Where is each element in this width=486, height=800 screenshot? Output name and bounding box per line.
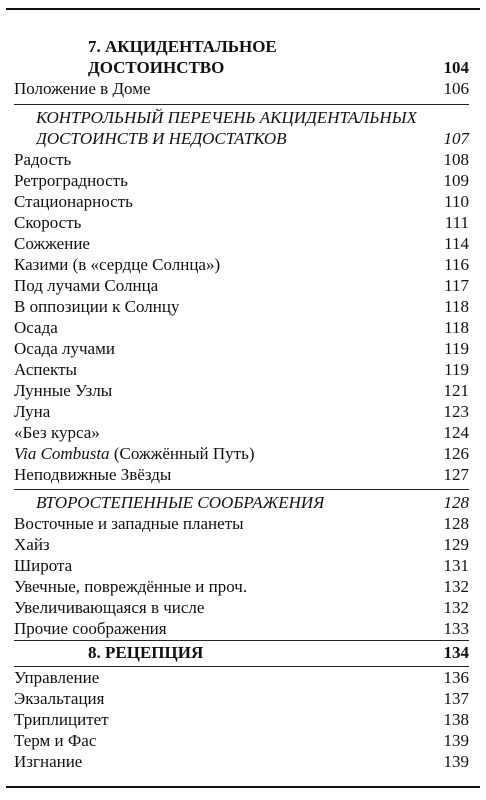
toc-entry[interactable]: Триплицитет 138 bbox=[14, 710, 469, 729]
section-checklist-title-line-1: КОНТРОЛЬНЫЙ ПЕРЕЧЕНЬ АКЦИДЕНТАЛЬНЫХ bbox=[36, 108, 417, 127]
bottom-rule bbox=[6, 786, 480, 788]
toc-entry[interactable]: Аспекты 119 bbox=[14, 360, 469, 379]
toc-entry[interactable]: Сожжение 114 bbox=[14, 234, 469, 253]
toc-entry[interactable]: Под лучами Солнца 117 bbox=[14, 276, 469, 295]
toc-entry-fixed-stars[interactable]: Неподвижные Звёзды 127 bbox=[14, 465, 469, 484]
toc-entry[interactable]: В оппозиции к Солнцу 118 bbox=[14, 297, 469, 316]
toc-entry-via-combusta[interactable]: Via Combusta (Сожжённый Путь) 126 bbox=[14, 444, 469, 463]
chapter-8-title[interactable]: 8. РЕЦЕПЦИЯ 134 bbox=[88, 643, 469, 662]
section-checklist-page: 107 bbox=[443, 129, 469, 148]
toc-entry[interactable]: Хайз 129 bbox=[14, 535, 469, 554]
toc-entry[interactable]: Увеличивающаяся в числе 132 bbox=[14, 598, 469, 617]
section-divider bbox=[14, 104, 469, 105]
chapter-7-title-line-1: 7. АКЦИДЕНТАЛЬНОЕ bbox=[88, 37, 277, 56]
toc-entry[interactable]: Терм и Фас 139 bbox=[14, 731, 469, 750]
toc-entry[interactable]: Изгнание 139 bbox=[14, 752, 469, 771]
toc-entry[interactable]: Прочие соображения 133 bbox=[14, 619, 469, 638]
toc-entry[interactable]: Стационарность 110 bbox=[14, 192, 469, 211]
toc-entry[interactable]: Увечные, повреждённые и проч. 132 bbox=[14, 577, 469, 596]
chapter-8-page: 134 bbox=[443, 643, 469, 662]
toc-entry[interactable]: Ретроградность 109 bbox=[14, 171, 469, 190]
toc-entry[interactable]: «Без курса» 124 bbox=[14, 423, 469, 442]
toc-entry[interactable]: Широта 131 bbox=[14, 556, 469, 575]
toc-entry[interactable]: Экзальтация 137 bbox=[14, 689, 469, 708]
toc-entry[interactable]: Луна 123 bbox=[14, 402, 469, 421]
section-divider bbox=[14, 489, 469, 490]
chapter-7-title-line-2[interactable]: ДОСТОИНСТВО 104 bbox=[88, 58, 469, 77]
toc-entry[interactable]: Осада лучами 119 bbox=[14, 339, 469, 358]
chapter-7-page: 104 bbox=[443, 58, 469, 77]
toc-entry[interactable]: Скорость 111 bbox=[14, 213, 469, 232]
section-secondary-title[interactable]: ВТОРОСТЕПЕННЫЕ СООБРАЖЕНИЯ 128 bbox=[36, 493, 469, 512]
toc-entry-house-position[interactable]: Положение в Доме 106 bbox=[14, 79, 469, 98]
toc-entry[interactable]: Осада 118 bbox=[14, 318, 469, 337]
toc-entry[interactable]: Казими (в «сердце Солнца») 116 bbox=[14, 255, 469, 274]
toc-entry[interactable]: Управление 136 bbox=[14, 668, 469, 687]
toc-entry[interactable]: Восточные и западные планеты 128 bbox=[14, 514, 469, 533]
section-checklist-title-line-2[interactable]: ДОСТОИНСТВ И НЕДОСТАТКОВ 107 bbox=[36, 129, 469, 148]
toc-entry[interactable]: Лунные Узлы 121 bbox=[14, 381, 469, 400]
toc-entry[interactable]: Радость 108 bbox=[14, 150, 469, 169]
top-rule bbox=[6, 8, 480, 10]
section-divider bbox=[14, 640, 469, 641]
section-secondary-page: 128 bbox=[443, 493, 469, 512]
